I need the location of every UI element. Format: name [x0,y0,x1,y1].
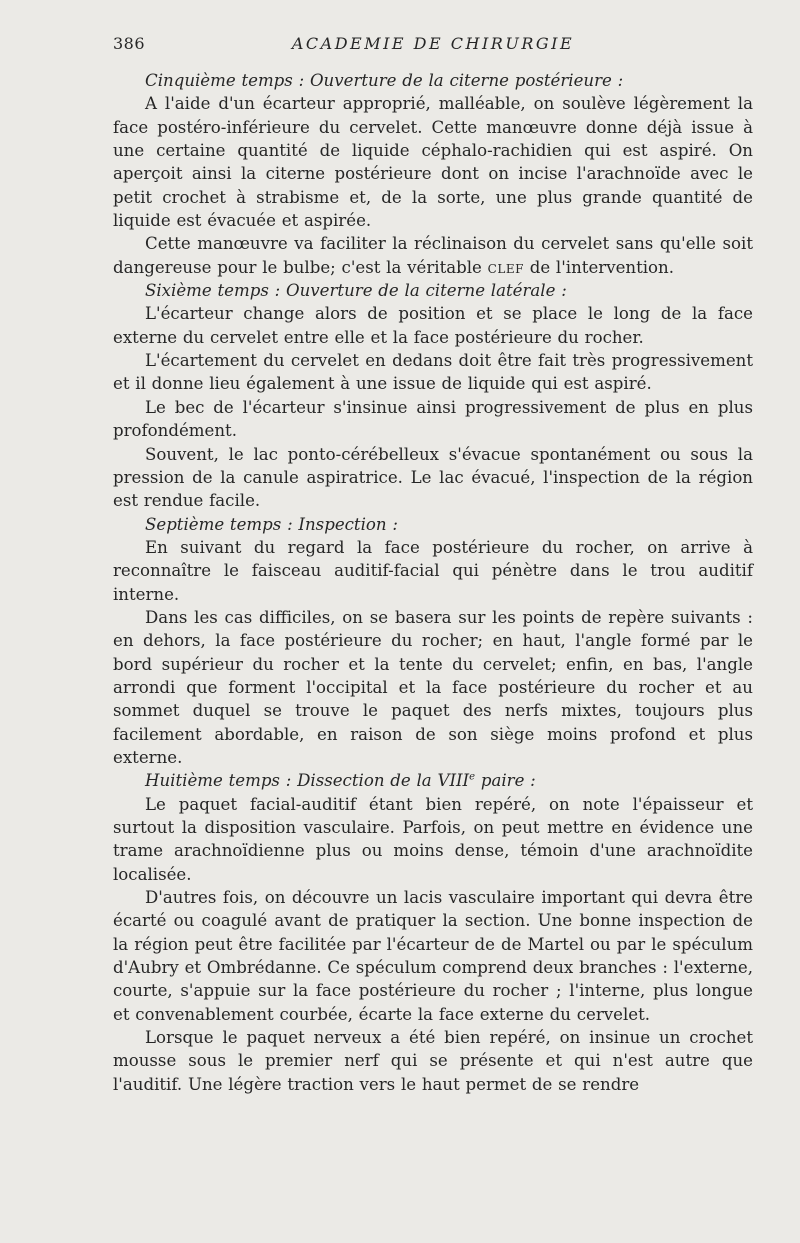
paragraph: Souvent, le lac ponto-cérébelleux s'évacue spontanément ou sous la pression de la canule aspiratrice. Le lac évacué, l'inspection de la région est rendue facile. [113,444,753,511]
paragraph: Dans les cas difficiles, on se basera sur les points de repère suivants : en dehors, la face postérieure du rocher; en haut, l'angle formé par le bord supérieur du rocher et la tente du cervelet; enfin, en bas, l'angle arrondi que forment l'occipital et la face postérieure du rocher et au sommet duquel se trouve le paquet des nerfs mixtes, toujours plus facilement abordable, en raison de son siège moins profond et plus externe. [113,607,753,767]
page-header [113,34,753,58]
paragraph: Le paquet facial-auditif étant bien repéré, on note l'épaisseur et surtout la disposition vasculaire. Parfois, on peut mettre en évidence une trame arachnoïdienne plus ou moins dense, témoin d'une arachnoïdite localisée. [113,794,753,884]
body-text [113,69,753,1096]
paragraph: En suivant du regard la face postérieure du rocher, on arrive à reconnaître le faisceau auditif-facial qui pénètre dans le trou auditif interne. [113,537,753,604]
section-heading-7: Septième temps : Inspection : [145,514,398,534]
section-heading-8 [113,769,753,792]
paragraph: D'autres fois, on découvre un lacis vasculaire important qui devra être écarté ou coagulé avant de pratiquer la section. Une bonne inspection de la région peut être facilitée par l'écarteur de de Martel ou par le spéculum d'Aubry et Ombrédanne. Ce spéculum comprend deux branches : l'externe, courte, s'appuie sur la face postérieure du rocher ; l'interne, plus longue et convenablement courbée, écarte la face externe du cervelet. [113,888,753,1024]
running-title: ACADEMIE DE CHIRURGIE [291,34,575,53]
paragraph: A l'aide d'un écarteur approprié, malléable, on soulève légèrement la face postéro-inférieure du cervelet. Cette manœuvre donne déjà issue à une certaine quantité de liquide céphalo-rachidien qui est aspiré. On aperçoit ainsi la citerne postérieure dont on incise l'arachnoïde avec le petit crochet à strabisme et, de la sorte, une plus grande quantité de liquide est évacuée et aspirée. [113,94,753,231]
heading-text: Huitième temps : Dissection de la VIII [145,771,470,791]
paragraph: L'écartement du cervelet en dedans doit être fait très progressivement et il donne lieu également à une issue de liquide qui est aspiré. [113,351,753,394]
emphasis-key-word: clef [487,257,524,277]
section-heading-6: Sixième temps : Ouverture de la citerne latérale : [145,281,567,301]
superscript: e [469,771,476,783]
paragraph-text: de l'intervention. [529,257,675,277]
paragraph: Le bec de l'écarteur s'insinue ainsi progressivement de plus en plus profondément. [113,397,753,441]
heading-text: paire : [475,771,536,791]
paragraph: Lorsque le paquet nerveux a été bien repéré, on insinue un crochet mousse sous le premier nerf qui se présente et qui n'est autre que l'auditif. Une légère traction vers le haut permet de se rendre [113,1028,753,1094]
paragraph: L'écarteur change alors de position et se place le long de la face externe du cervelet entre elle et la face postérieure du rocher. [113,304,753,347]
section-heading-5: Cinquième temps : Ouverture de la citerne postérieure : [145,71,624,90]
page-number: 386 [113,34,146,53]
paragraph-text: Cette manœuvre va faciliter la réclinaison du cervelet sans qu'elle soit dangereuse pour le bulbe; c'est la véritable [113,234,753,277]
paragraph [113,232,753,279]
